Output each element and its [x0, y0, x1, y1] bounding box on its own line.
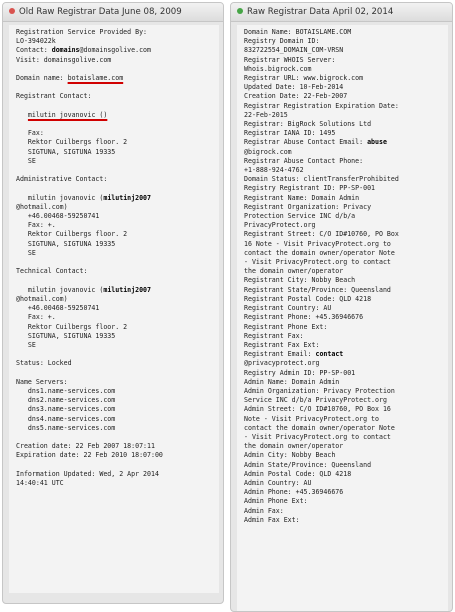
redacted-email-text: milutinj2007: [103, 193, 151, 202]
whois-line: [244, 387, 445, 396]
whois-text: +46.00468-59250741: [16, 304, 100, 313]
whois-line: [16, 138, 216, 147]
whois-line: [16, 405, 216, 414]
whois-line: [244, 276, 445, 285]
whois-line: [16, 276, 216, 285]
whois-line: [16, 470, 216, 479]
whois-line: [16, 37, 216, 46]
whois-text: 832722554_DOMAIN_COM-VRSN: [244, 46, 344, 55]
whois-line: [16, 230, 216, 239]
whois-line: [16, 451, 216, 460]
new-whois-raw-text: [237, 25, 448, 612]
whois-line: [16, 102, 216, 111]
whois-line: [16, 249, 216, 258]
whois-line: [244, 148, 445, 157]
whois-text: Admin Phone: +45.36946676: [244, 488, 344, 497]
whois-line: [16, 267, 216, 276]
whois-text: @hotmail.com): [16, 294, 68, 303]
whois-text: Admin Postal Code: QLD 4218: [244, 469, 352, 478]
whois-text: Registry Domain ID:: [244, 37, 320, 46]
whois-text: Registrar URL: www.bigrock.com: [244, 74, 364, 83]
whois-line: [16, 28, 216, 37]
old-whois-raw-text: [9, 25, 219, 593]
whois-text: Rektor Cuilbergs floor. 2: [16, 230, 128, 239]
whois-text: Registrar: BigRock Solutions Ltd: [244, 120, 372, 129]
whois-text: +46.00468-59250741: [16, 212, 100, 221]
whois-text: Updated Date: 10-Feb-2014: [244, 83, 344, 92]
whois-line: [244, 111, 445, 120]
whois-line: [244, 488, 445, 497]
whois-line: [16, 341, 216, 350]
whois-line: [16, 129, 216, 138]
whois-text: Contact:: [16, 46, 52, 55]
whois-line: [16, 295, 216, 304]
whois-text: Fax:: [16, 129, 44, 138]
whois-text: dns4.name-services.com: [16, 414, 116, 423]
whois-text: - Visit PrivacyProtect.org to contact: [244, 432, 391, 441]
whois-text: Registration Service Provided By:: [16, 28, 148, 36]
whois-text: Protection Service INC d/b/a: [244, 212, 356, 221]
whois-text: Registry Registrant ID: PP-SP-001: [244, 184, 376, 193]
whois-text: dns3.name-services.com: [16, 405, 116, 414]
whois-text: Admin Country: AU: [244, 478, 312, 487]
whois-text: Domain name:: [16, 74, 68, 83]
whois-text: Admin Phone Ext:: [244, 497, 308, 506]
whois-text: Registrant Fax:: [244, 331, 304, 340]
whois-line: [16, 378, 216, 387]
whois-line: [16, 433, 216, 442]
whois-line: [16, 332, 216, 341]
whois-text: Registry Admin ID: PP-SP-001: [244, 368, 356, 377]
red-dot-icon: [9, 8, 15, 14]
whois-text: Rektor Cuilbergs floor. 2: [16, 322, 128, 331]
whois-text: @privacyprotect.org: [244, 359, 320, 368]
whois-line: [16, 203, 216, 212]
redacted-email-text: milutinj2007: [103, 285, 151, 294]
whois-text: dns5.name-services.com: [16, 423, 116, 432]
whois-line: [16, 148, 216, 157]
old-whois-panel-header: [3, 3, 223, 22]
whois-line: [244, 295, 445, 304]
whois-text: SE: [16, 156, 36, 165]
whois-line: [244, 56, 445, 65]
whois-line: [244, 405, 445, 414]
whois-text: SIGTUNA, SIGTUNA 19335: [16, 331, 116, 340]
whois-line: [244, 212, 445, 221]
whois-line: [16, 194, 216, 203]
whois-text: dns2.name-services.com: [16, 396, 116, 405]
whois-line: [16, 442, 216, 451]
whois-line: [16, 166, 216, 175]
whois-text: Registrant Phone Ext:: [244, 322, 328, 331]
redacted-email-text: contact: [315, 350, 344, 359]
whois-text: 22-Feb-2015: [244, 110, 288, 119]
whois-text: Whois.bigrock.com: [244, 64, 312, 73]
whois-line: [16, 424, 216, 433]
whois-line: [16, 240, 216, 249]
whois-line: [16, 83, 216, 92]
whois-line: [244, 507, 445, 516]
whois-line: [244, 166, 445, 175]
whois-line: [244, 369, 445, 378]
whois-line: [16, 74, 216, 83]
whois-line: [244, 249, 445, 258]
highlighted-text: botaislame.com: [67, 74, 124, 83]
whois-text: 14:40:41 UTC: [16, 478, 64, 487]
whois-text: LO-394022k: [16, 37, 56, 46]
whois-line: [244, 341, 445, 350]
whois-line: [16, 461, 216, 470]
whois-text: 16 Note - Visit PrivacyProtect.org to: [244, 239, 391, 248]
whois-text: Creation Date: 22-Feb-2007: [244, 92, 348, 101]
whois-text: Admin State/Province: Queensland: [244, 460, 372, 469]
new-whois-panel-header: [231, 3, 452, 22]
whois-line: [16, 111, 216, 120]
whois-text: Registrant Phone: +45.36946676: [244, 313, 364, 322]
whois-text: Admin Fax Ext:: [244, 515, 300, 524]
whois-text: PrivacyProtect.org: [244, 221, 316, 230]
whois-line: [244, 184, 445, 193]
whois-text: Admin City: Nobby Beach: [244, 451, 336, 460]
whois-line: [244, 451, 445, 460]
whois-line: [244, 65, 445, 74]
whois-text: Admin Street: C/O ID#10760, PO Box 16: [244, 405, 391, 414]
green-dot-icon: [237, 8, 243, 14]
highlighted-text: milutin jovanovic (): [27, 110, 108, 119]
whois-line: [244, 230, 445, 239]
whois-line: [244, 415, 445, 424]
whois-line: [16, 56, 216, 65]
whois-text: milutin jovanovic (: [16, 193, 104, 202]
whois-text: Fax: +.: [16, 221, 56, 230]
whois-line: [244, 497, 445, 506]
whois-text: dns1.name-services.com: [16, 386, 116, 395]
whois-line: [244, 479, 445, 488]
whois-line: [16, 65, 216, 74]
whois-line: [244, 258, 445, 267]
whois-line: [16, 120, 216, 129]
whois-text: Note - Visit PrivacyProtect.org to: [244, 414, 379, 423]
whois-text: Registrar Registration Expiration Date:: [244, 101, 399, 110]
whois-line: [16, 479, 216, 488]
whois-text: SE: [16, 248, 36, 257]
whois-line: [244, 138, 445, 147]
old-whois-panel: [2, 2, 224, 604]
whois-text: Registrant Postal Code: QLD 4218: [244, 294, 372, 303]
whois-line: [244, 28, 445, 37]
new-whois-panel: [230, 2, 453, 612]
whois-line: [244, 304, 445, 313]
whois-text: Registrant State/Province: Queensland: [244, 285, 391, 294]
whois-line: [16, 175, 216, 184]
whois-text: Registrar Abuse Contact Phone:: [244, 156, 364, 165]
whois-line: [16, 184, 216, 193]
whois-line: [244, 120, 445, 129]
whois-text: Creation date: 22 Feb 2007 18:07:11: [16, 442, 155, 451]
whois-text: Fax: +.: [16, 313, 56, 322]
whois-text: Name Servers:: [16, 377, 68, 386]
whois-line: [244, 396, 445, 405]
whois-text: Domain Status: clientTransferProhibited: [244, 175, 399, 184]
whois-line: [244, 194, 445, 203]
whois-text: @hotmail.com): [16, 202, 68, 211]
whois-text: Information Updated: Wed, 2 Apr 2014: [16, 469, 159, 478]
whois-line: [16, 415, 216, 424]
whois-line: [16, 350, 216, 359]
whois-line: [16, 157, 216, 166]
whois-text: [16, 111, 28, 119]
whois-line: [16, 387, 216, 396]
whois-line: [16, 212, 216, 221]
whois-text: @domainsgolive.com: [79, 46, 151, 55]
whois-text: Rektor Cuilbergs floor. 2: [16, 138, 128, 147]
whois-text: Registrar WHOIS Server:: [244, 55, 336, 64]
whois-line: [16, 323, 216, 332]
whois-text: Status: Locked: [16, 359, 72, 368]
whois-line: [244, 83, 445, 92]
whois-text: Admin Fax:: [244, 506, 284, 515]
whois-line: [244, 267, 445, 276]
whois-text: Registrant City: Nobby Beach: [244, 276, 356, 285]
whois-text: Registrar Abuse Contact Email:: [244, 138, 368, 147]
whois-text: Domain Name: BOTAISLAME.COM: [244, 28, 352, 36]
whois-text: Registrant Email:: [244, 350, 316, 359]
whois-text: the domain owner/operator: [244, 267, 344, 276]
whois-text: Registrant Contact:: [16, 92, 92, 101]
whois-line: [244, 323, 445, 332]
new-whois-panel-title: Raw Registrar Data April 02, 2014: [247, 7, 394, 17]
whois-line: [244, 175, 445, 184]
whois-line: [16, 359, 216, 368]
whois-line: [16, 313, 216, 322]
whois-text: - Visit PrivacyProtect.org to contact: [244, 258, 391, 267]
whois-line: [16, 46, 216, 55]
whois-line: [244, 516, 445, 525]
whois-text: contact the domain owner/operator Note: [244, 423, 395, 432]
whois-line: [244, 350, 445, 359]
whois-text: Registrant Fax Ext:: [244, 340, 320, 349]
whois-text: SE: [16, 340, 36, 349]
whois-text: Technical Contact:: [16, 267, 88, 276]
whois-line: [244, 221, 445, 230]
whois-line: [244, 424, 445, 433]
redacted-email-text: abuse: [367, 138, 387, 147]
whois-line: [16, 396, 216, 405]
whois-text: Admin Organization: Privacy Protection: [244, 386, 395, 395]
whois-line: [244, 74, 445, 83]
whois-text: Registrant Country: AU: [244, 304, 332, 313]
whois-line: [244, 46, 445, 55]
whois-line: [16, 258, 216, 267]
whois-line: [16, 304, 216, 313]
old-whois-panel-title: Old Raw Registrar Data June 08, 2009: [19, 7, 182, 17]
whois-text: Registrant Street: C/O ID#10760, PO Box: [244, 230, 399, 239]
whois-text: +1-888-924-4762: [244, 166, 304, 175]
whois-line: [244, 359, 445, 368]
whois-line: [244, 157, 445, 166]
whois-line: [244, 240, 445, 249]
whois-line: [244, 129, 445, 138]
whois-line: [244, 433, 445, 442]
whois-line: [244, 92, 445, 101]
whois-text: Expiration date: 22 Feb 2010 18:07:00: [16, 451, 163, 460]
whois-text: @bigrock.com: [244, 147, 292, 156]
whois-line: [16, 92, 216, 101]
whois-line: [244, 102, 445, 111]
whois-line: [244, 470, 445, 479]
whois-line: [244, 378, 445, 387]
whois-text: Registrant Organization: Privacy: [244, 202, 372, 211]
whois-line: [244, 461, 445, 470]
whois-text: contact the domain owner/operator Note: [244, 248, 395, 257]
redacted-email-text: domains: [51, 46, 80, 55]
whois-line: [244, 203, 445, 212]
whois-line: [16, 221, 216, 230]
whois-line: [244, 37, 445, 46]
whois-text: milutin jovanovic (: [16, 285, 104, 294]
whois-text: SIGTUNA, SIGTUNA 19335: [16, 147, 116, 156]
whois-line: [16, 286, 216, 295]
whois-text: Administrative Contact:: [16, 175, 108, 184]
whois-text: Admin Name: Domain Admin: [244, 377, 340, 386]
whois-text: Registrant Name: Domain Admin: [244, 193, 360, 202]
whois-line: [244, 442, 445, 451]
whois-line: [244, 286, 445, 295]
whois-line: [16, 369, 216, 378]
whois-text: Visit: domainsgolive.com: [16, 55, 112, 64]
whois-text: Registrar IANA ID: 1495: [244, 129, 336, 138]
whois-text: SIGTUNA, SIGTUNA 19335: [16, 239, 116, 248]
whois-text: Service INC d/b/a PrivacyProtect.org: [244, 396, 387, 405]
whois-line: [244, 332, 445, 341]
whois-line: [244, 313, 445, 322]
whois-text: the domain owner/operator: [244, 442, 344, 451]
